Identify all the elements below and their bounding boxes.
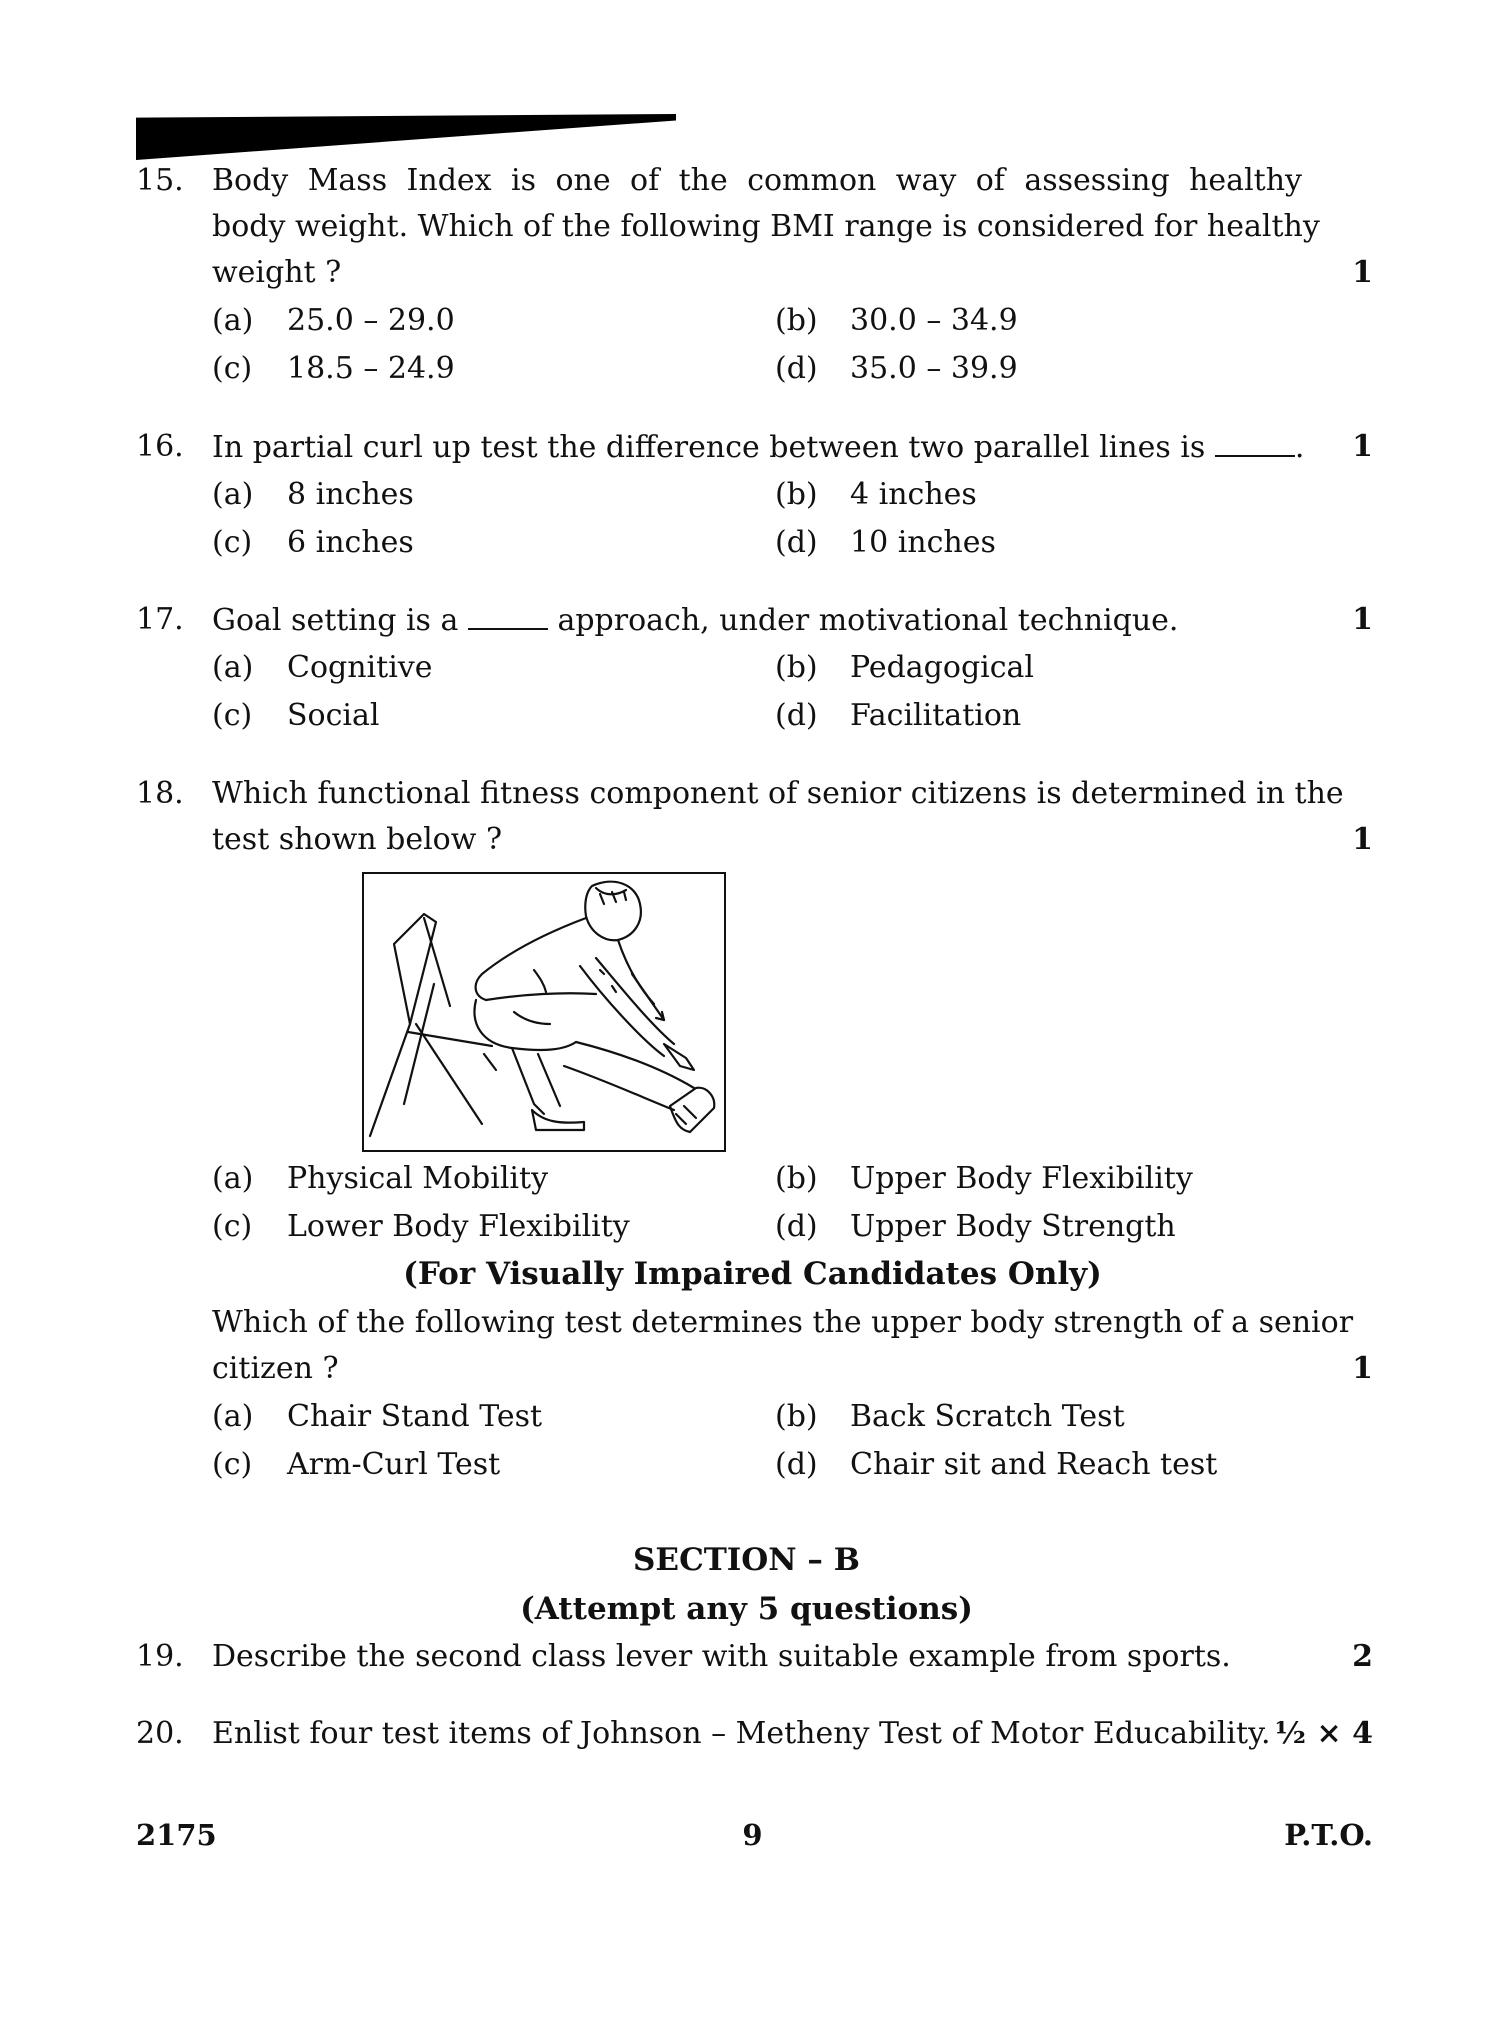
option-text: Pedagogical	[850, 650, 1035, 685]
marks-label: 1	[1352, 1351, 1373, 1386]
option-text: Upper Body Strength	[850, 1209, 1176, 1244]
question-text-line: citizen ?	[212, 1351, 339, 1386]
option-label: (c)	[212, 1209, 253, 1244]
option-label: (b)	[775, 650, 818, 685]
option-label: (d)	[775, 351, 818, 386]
option-label: (b)	[775, 477, 818, 512]
option-label: (d)	[775, 525, 818, 560]
question-text-line: Describe the second class lever with suitable example from sports.	[212, 1639, 1231, 1674]
question-number: 15.	[136, 163, 184, 198]
option-label: (a)	[212, 303, 254, 338]
option-text: Physical Mobility	[287, 1161, 549, 1196]
option-text: 8 inches	[287, 477, 414, 512]
question-text-line: Enlist four test items of Johnson – Metheny Test of Motor Educability.	[212, 1716, 1271, 1751]
option-text: 25.0 – 29.0	[287, 303, 455, 338]
option-text: Cognitive	[287, 650, 433, 685]
question-text: In partial curl up test the difference between two parallel lines is	[212, 430, 1206, 465]
marks-label: 1	[1352, 429, 1373, 464]
option-label: (a)	[212, 1399, 254, 1434]
option-text: Chair sit and Reach test	[850, 1447, 1218, 1482]
option-text: Lower Body Flexibility	[287, 1209, 630, 1244]
option-label: (c)	[212, 698, 253, 733]
question-text-line: weight ?	[212, 255, 342, 290]
option-text: Upper Body Flexibility	[850, 1161, 1193, 1196]
option-text: 18.5 – 24.9	[287, 351, 455, 386]
option-label: (a)	[212, 1161, 254, 1196]
question-number: 19.	[136, 1639, 184, 1674]
page-number: 9	[742, 1818, 763, 1852]
option-text: 35.0 – 39.9	[850, 351, 1018, 386]
option-label: (d)	[775, 1447, 818, 1482]
question-text: Goal setting is a	[212, 603, 459, 638]
marks-label: 2	[1352, 1639, 1373, 1674]
question-number: 18.	[136, 776, 184, 811]
option-text: Arm-Curl Test	[287, 1447, 501, 1482]
section-instructions: (Attempt any 5 questions)	[520, 1591, 973, 1627]
please-turn-over: P.T.O.	[1284, 1818, 1373, 1852]
question-number: 17.	[136, 602, 184, 637]
option-text: Back Scratch Test	[850, 1399, 1125, 1434]
fill-blank	[468, 602, 548, 630]
option-label: (a)	[212, 650, 254, 685]
question-text-end: .	[1294, 430, 1305, 465]
marks-label: ½ × 4	[1274, 1716, 1373, 1751]
visually-impaired-heading: (For Visually Impaired Candidates Only)	[403, 1256, 1102, 1292]
question-text-line: test shown below ?	[212, 822, 503, 857]
question-text-line: Body Mass Index is one of the common way of assessing healthy	[212, 163, 1302, 198]
question-text-line	[212, 602, 1178, 639]
option-text: Chair Stand Test	[287, 1399, 543, 1434]
redaction-bar	[136, 114, 676, 160]
option-label: (d)	[775, 1209, 818, 1244]
fill-blank	[1215, 429, 1295, 457]
option-text: Social	[287, 698, 380, 733]
option-label: (d)	[775, 698, 818, 733]
option-label: (b)	[775, 303, 818, 338]
question-text-line: Which functional fitness component of senior citizens is determined in the	[212, 776, 1344, 811]
section-title: SECTION – B	[633, 1542, 860, 1578]
option-text: 4 inches	[850, 477, 977, 512]
question-number: 20.	[136, 1716, 184, 1751]
option-label: (a)	[212, 477, 254, 512]
question-number: 16.	[136, 429, 184, 464]
marks-label: 1	[1352, 255, 1373, 290]
option-label: (c)	[212, 525, 253, 560]
option-text: 30.0 – 34.9	[850, 303, 1018, 338]
option-label: (c)	[212, 351, 253, 386]
question-text-line: body weight. Which of the following BMI range is considered for healthy	[212, 209, 1320, 244]
marks-label: 1	[1352, 822, 1373, 857]
option-label: (b)	[775, 1161, 818, 1196]
question-text-line	[212, 429, 1304, 466]
chair-sit-and-reach-icon	[364, 874, 724, 1150]
option-text: 10 inches	[850, 525, 996, 560]
question-text-end: approach, under motivational technique.	[557, 603, 1179, 638]
chair-sit-and-reach-illustration	[362, 872, 726, 1152]
paper-code: 2175	[136, 1818, 217, 1852]
option-text: Facilitation	[850, 698, 1022, 733]
option-text: 6 inches	[287, 525, 414, 560]
question-text-line: Which of the following test determines the upper body strength of a senior	[212, 1305, 1354, 1340]
marks-label: 1	[1352, 602, 1373, 637]
option-label: (c)	[212, 1447, 253, 1482]
option-label: (b)	[775, 1399, 818, 1434]
